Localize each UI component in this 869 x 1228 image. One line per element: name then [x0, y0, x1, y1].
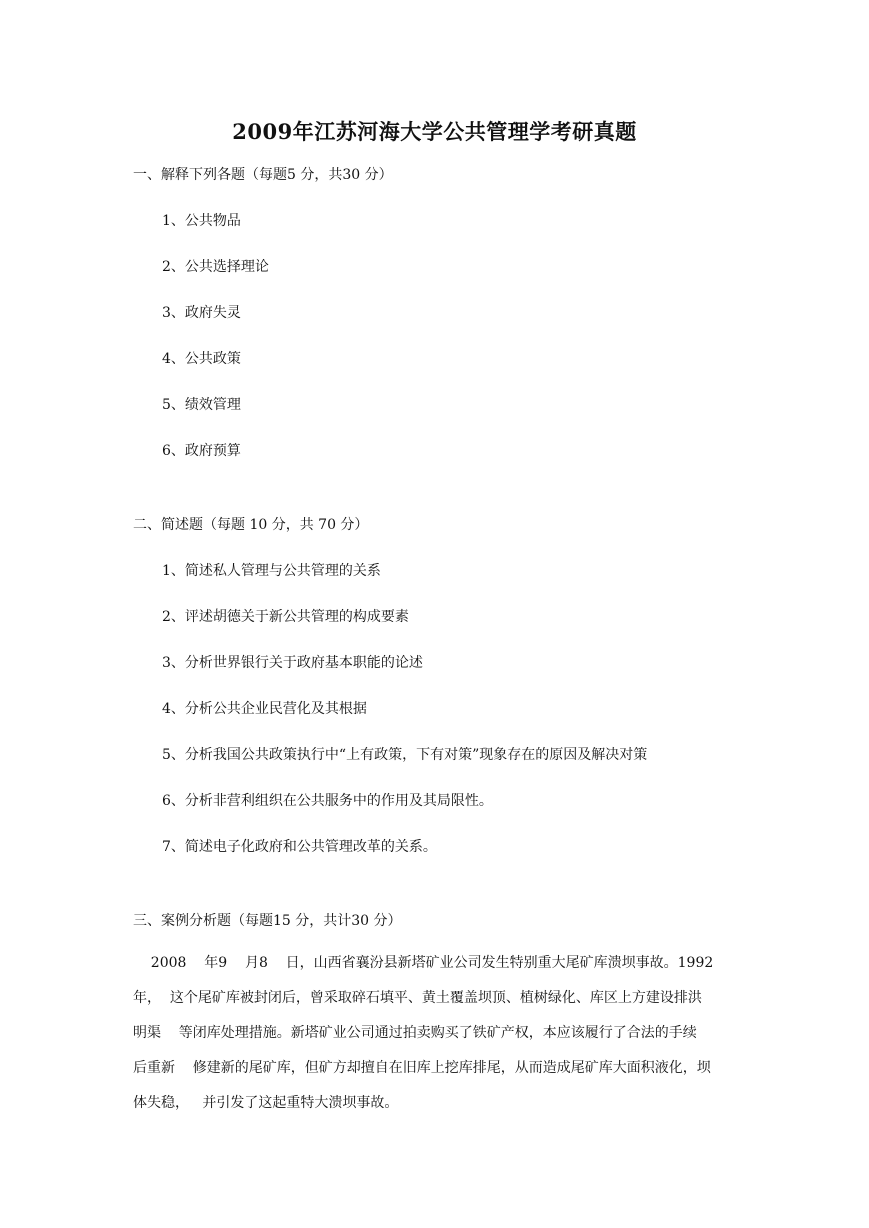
question-item: 6、政府预算: [162, 443, 241, 459]
question-item: 3、分析世界银行关于政府基本职能的论述: [162, 655, 423, 671]
paragraph-line: 年， 这个尾矿库被封闭后，曾采取碎石填平、黄土覆盖坝顶、植树绿化、库区上方建设排洪: [133, 990, 702, 1006]
question-item: 1、公共物品: [162, 213, 241, 229]
question-item: 3、政府失灵: [162, 305, 241, 321]
question-item: 5、绩效管理: [162, 397, 241, 413]
question-item: 7、简述电子化政府和公共管理改革的关系。: [162, 839, 437, 855]
question-item: 2、评述胡德关于新公共管理的构成要素: [162, 609, 409, 625]
question-item: 4、公共政策: [162, 351, 241, 367]
paragraph-line: 体失稳， 并引发了这起重特大溃坝事故。: [133, 1095, 399, 1111]
question-item: 1、简述私人管理与公共管理的关系: [162, 563, 381, 579]
section-3-heading: 三、案例分析题（每题15 分，共计30 分）: [133, 913, 402, 929]
paragraph-line: 后重新 修建新的尾矿库，但矿方却擅自在旧库上挖库排尾，从而造成尾矿库大面积液化，坝: [133, 1060, 711, 1076]
question-item: 4、分析公共企业民营化及其根据: [162, 701, 367, 717]
page-title: 2009年江苏河海大学公共管理学考研真题: [232, 119, 637, 144]
question-item: 2、公共选择理论: [162, 259, 269, 275]
question-item: 6、分析非营利组织在公共服务中的作用及其局限性。: [162, 793, 493, 809]
section-1-heading: 一、解释下列各题（每题5 分，共30 分）: [133, 167, 393, 183]
section-2-heading: 二、简述题（每题 10 分，共 70 分）: [133, 517, 369, 533]
paragraph-line: 2008 年9 月8 日，山西省襄汾县新塔矿业公司发生特别重大尾矿库溃坝事故。1992: [133, 955, 714, 971]
paragraph-line: 明渠 等闭库处理措施。新塔矿业公司通过拍卖购买了铁矿产权，本应该履行了合法的手续: [133, 1025, 697, 1041]
case-paragraph: [133, 946, 743, 1121]
question-item: 5、分析我国公共政策执行中“上有政策，下有对策”现象存在的原因及解决对策: [162, 747, 648, 763]
